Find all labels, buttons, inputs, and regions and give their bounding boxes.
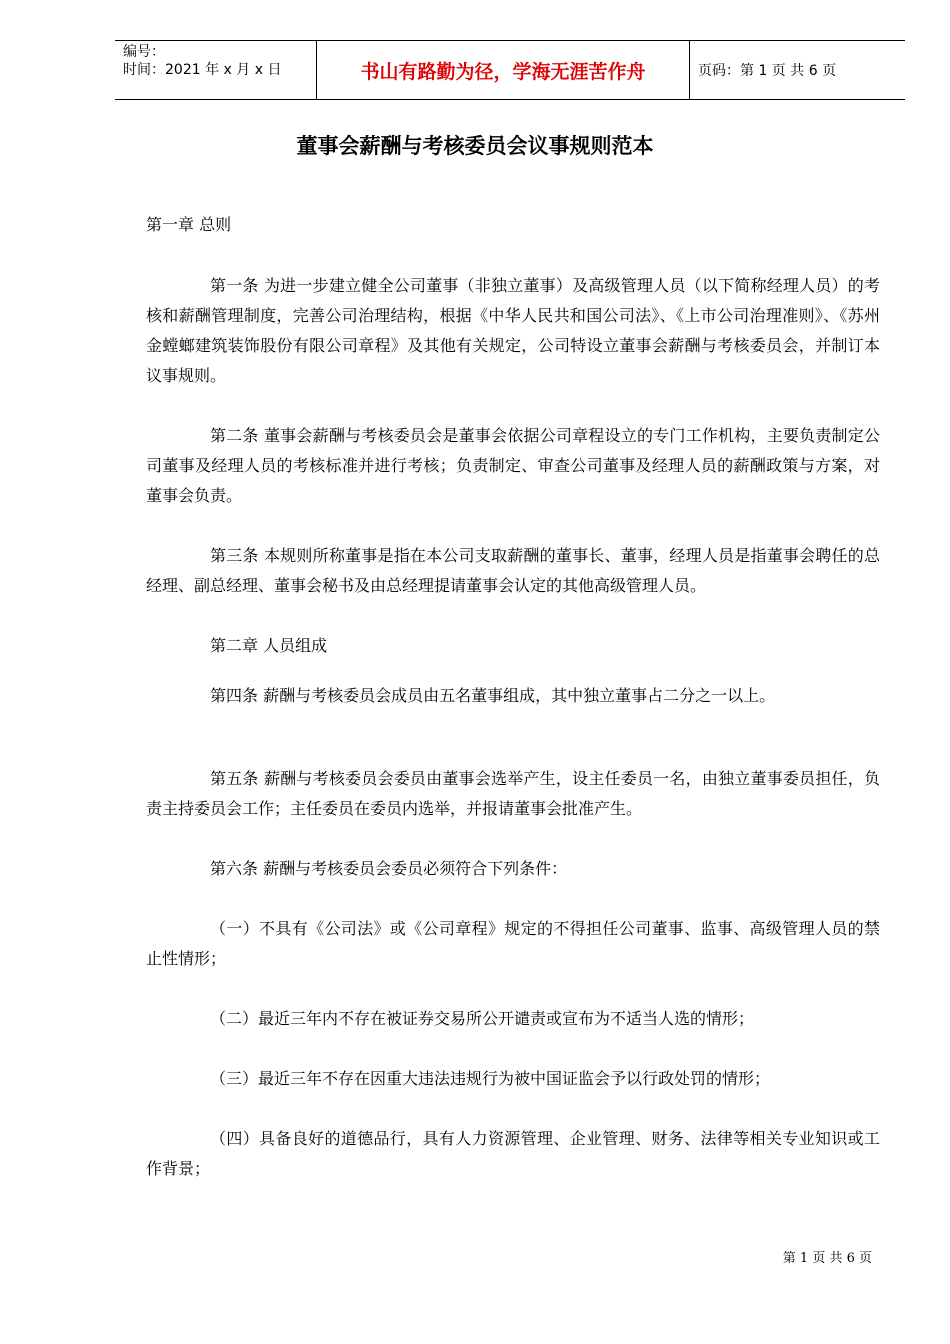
chapter-heading: 第二章 人员组成 <box>210 636 328 655</box>
paragraph: 第三条 本规则所称董事是指在本公司支取薪酬的董事长、董事，经理人员是指董事会聘任的总经理、副总经理、董事会秘书及由总经理提请董事会认定的其他高级管理人员。 <box>146 546 880 595</box>
document-body <box>146 210 880 1184</box>
list-item: （三）最近三年不存在因重大违法违规行为被中国证监会予以行政处罚的情形； <box>210 1069 771 1088</box>
page-header <box>115 40 905 100</box>
page-footer: 第 1 页 共 6 页 <box>782 1251 872 1266</box>
paragraph: 第二条 董事会薪酬与考核委员会是董事会依据公司章程设立的专门工作机构，主要负责制定公司董事及经理人员的考核标准并进行考核；负责制定、审查公司董事及经理人员的薪酬政策与方案，对董事会负责。 <box>146 426 880 505</box>
document-time-label: 时间：2021 年 x 月 x 日 <box>123 62 282 78</box>
header-meta <box>115 41 317 99</box>
header-slogan: 书山有路勤为径，学海无涯苦作舟 <box>317 41 690 99</box>
document-title: 董事会薪酬与考核委员会议事规则范本 <box>296 134 654 158</box>
document-number-label: 编号： <box>123 44 165 60</box>
header-page-info: 页码：第 1 页 共 6 页 <box>698 63 837 79</box>
paragraph: 第六条 薪酬与考核委员会委员必须符合下列条件： <box>210 859 568 878</box>
chapter-heading: 第一章 总则 <box>146 215 232 234</box>
list-item: （四）具备良好的道德品行，具有人力资源管理、企业管理、财务、法律等相关专业知识或工作背景； <box>146 1129 880 1178</box>
list-item: （一）不具有《公司法》或《公司章程》规定的不得担任公司董事、监事、高级管理人员的禁止性情形； <box>146 919 880 968</box>
paragraph: 第五条 薪酬与考核委员会委员由董事会选举产生，设主任委员一名，由独立董事委员担任，负责主持委员会工作；主任委员在委员内选举，并报请董事会批准产生。 <box>146 769 880 818</box>
list-item: （二）最近三年内不存在被证券交易所公开谴责或宣布为不适当人选的情形； <box>210 1009 755 1028</box>
paragraph: 第一条 为进一步建立健全公司董事（非独立董事）及高级管理人员（以下简称经理人员）的考核和薪酬管理制度，完善公司治理结构，根据《中华人民共和国公司法》、《上市公司治理准则》、《苏州金螳螂建筑装饰股份有限公司章程》及其他有关规定，公司特设立董事会薪酬与考核委员会，并制订本议事规则。 <box>146 276 880 385</box>
paragraph: 第四条 薪酬与考核委员会成员由五名董事组成，其中独立董事占二分之一以上。 <box>210 686 776 705</box>
